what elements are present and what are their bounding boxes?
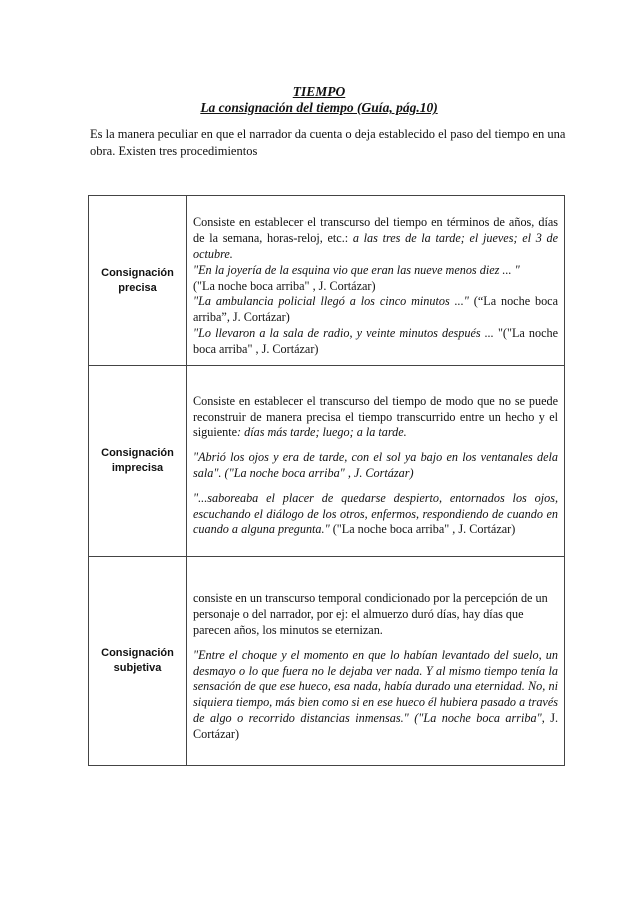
definition-block [193, 394, 558, 441]
quote-block [193, 491, 558, 538]
quote: "Abrió los ojos y era de tarde, con el sol ya bajo en los ventanales dela sala". ("La noche boca arriba" , J. Cortázar) [193, 450, 558, 480]
table-row [89, 557, 565, 766]
row-content [187, 557, 565, 766]
row-content [187, 366, 565, 557]
quote-source: "("La noche boca arriba" , J. Cortázar) [193, 325, 558, 356]
row-label: Consignación precisa [89, 196, 187, 366]
quote: "Lo llevaron a la sala de radio, y veinte minutos después ... [193, 325, 494, 340]
document-title: TIEMPO [292, 84, 346, 99]
definition-text: Consiste en establecer el transcurso del tiempo de modo que no se puede reconstruir de manera precisa el tiempo transcurrido entre un hecho y el siguiente [193, 393, 558, 440]
quote: "La ambulancia policial llegó a los cinco minutos ..." [193, 294, 469, 309]
quote-source: ("La noche boca arriba" [414, 710, 542, 725]
intro-paragraph: Es la manera peculiar en que el narrador da cuenta o deja establecido el paso del tiempo en una obra. Existen tres procedimientos [90, 127, 566, 158]
quote: "Entre el choque y el momento en que lo habían levantado del suelo, un desmayo o lo que fuera no le dejaba ver nada. Y al mismo tiempo tenía la sensación de que ese hueco, esa nada, había durado una eternidad. No, ni siquiera tiempo, más bien como si en ese hueco él hubiera pasado a través de algo o recorrido distancias inmensas." [193, 647, 558, 725]
consignacion-table [88, 195, 565, 766]
quote-source: ("La noche boca arriba" , J. Cortázar) [193, 278, 376, 293]
quote-block [193, 648, 558, 743]
quote-author: , J. Cortázar) [193, 710, 559, 741]
row-label: Consignación imprecisa [89, 366, 187, 557]
row-content [187, 196, 565, 366]
definition-examples: a las tres de la tarde; el jueves; el 3 de octubre. [193, 231, 558, 261]
table-row [89, 196, 565, 366]
document-subtitle: La consignación del tiempo (Guía, pág.10) [200, 100, 438, 115]
quote: "En la joyería de la esquina vio que eran las nueve menos diez ... " [193, 262, 520, 277]
definition-examples: : días más tarde; luego; a la tarde. [237, 425, 407, 440]
definition-text: consiste en un transcurso temporal condicionado por la percepción de un personaje o del narrador, por ej: el almuerzo duró días, hay días que parecen años, los minutos se eternizan. [193, 591, 548, 637]
definition-text: Consiste en establecer el transcurso del tiempo en términos de años, días de la semana, horas-reloj, etc.: [193, 215, 558, 246]
table-row [89, 366, 565, 557]
quote-source: (“La noche boca arriba”, J. Cortázar) [193, 294, 558, 325]
row-label: Consignación subjetiva [89, 557, 187, 766]
quote-source: ("La noche boca arriba" , J. Cortázar) [332, 522, 516, 537]
quote: "...saboreaba el placer de quedarse despierto, entornados los ojos, escuchando el diálogo de los otros, enfermos, respondiendo de cuando en cuando a alguna pregunta." [193, 490, 558, 537]
